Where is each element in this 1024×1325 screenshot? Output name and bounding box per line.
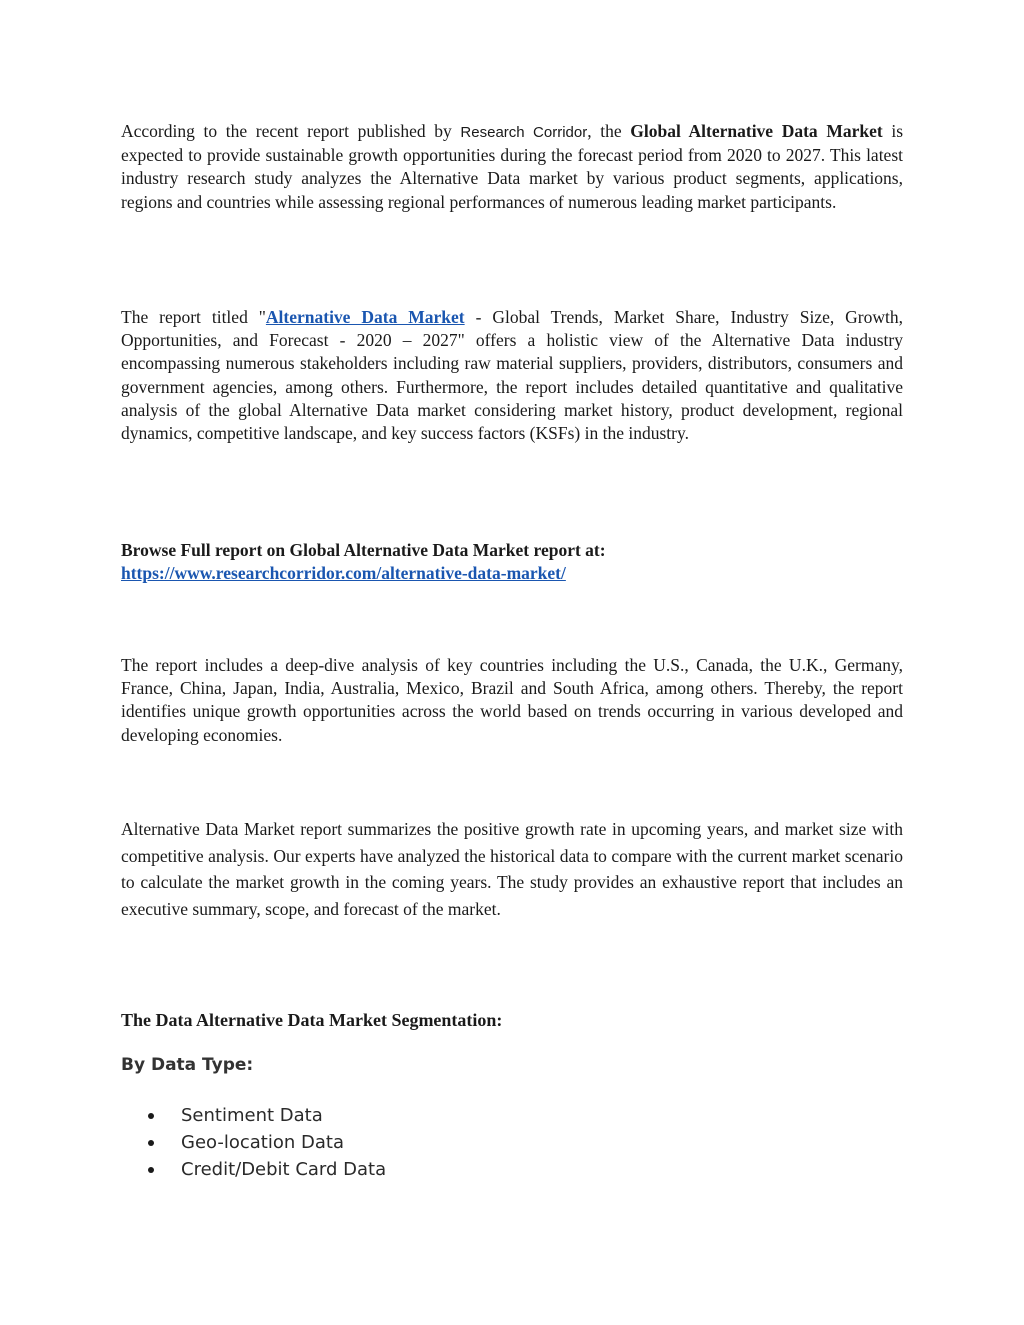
- intro-text-3: is expected to provide sustainable growth opportunities during the forecast period from 2020 to 2027. This latest industry research study analyzes the Alternative Data market by various product segments, applications, regions and countries while assessing regional performances of numerous leading market participants.: [121, 121, 903, 212]
- market-name-bold: Global Alternative Data Market: [630, 121, 883, 141]
- report-text-2: - Global Trends, Market Share, Industry Size, Growth, Opportunities, and Forecast - 2020 – 2027" offers a holistic view of the Alternative Data industry encompassing numerous stakeholders including raw material suppliers, providers, distributors, consumers and government agencies, among others. Furthermore, the report includes detailed quantitative and qualitative analysis of the global Alternative Data market considering market history, product development, regional dynamics, competitive landscape, and key success factors (KSFs) in the industry.: [121, 307, 903, 444]
- browse-heading: Browse Full report on Global Alternative Data Market report at:: [121, 540, 606, 560]
- intro-paragraph: [121, 120, 903, 214]
- intro-text-2: , the: [587, 121, 631, 141]
- intro-text-1: According to the recent report published by: [121, 121, 461, 141]
- list-item-label: Credit/Debit Card Data: [181, 1159, 387, 1180]
- summary-paragraph: Alternative Data Market report summarizes the positive growth rate in upcoming years, and market size with competitive analysis. Our experts have analyzed the historical data to compare with the current market scenario to calculate the market growth in the coming years. The study provides an exhaustive report that includes an executive summary, scope, and forecast of the market.: [121, 819, 903, 919]
- list-item-label: Geo-location Data: [181, 1132, 344, 1153]
- segmentation-heading: The Data Alternative Data Market Segmentation:: [121, 1010, 503, 1030]
- report-title-link[interactable]: Alternative Data Market: [265, 307, 465, 327]
- bullet-icon: [148, 1113, 154, 1119]
- by-data-type-heading: By Data Type:: [121, 1055, 254, 1075]
- report-text-1: The report titled ": [121, 307, 266, 327]
- bullet-icon: [148, 1167, 154, 1173]
- publisher-name: Research Corridor: [460, 124, 588, 141]
- list-item-label: Sentiment Data: [181, 1105, 323, 1126]
- browse-block: [121, 539, 903, 585]
- bullet-icon: [148, 1140, 154, 1146]
- countries-paragraph: The report includes a deep-dive analysis of key countries including the U.S., Canada, the U.K., Germany, France, China, Japan, India, Australia, Mexico, Brazil and South Africa, among others. Thereby, the report identifies unique growth opportunities across the world based on trends occurring in various developed and developing economies.: [121, 655, 903, 745]
- report-url-link[interactable]: https://www.researchcorridor.com/alternative-data-market/: [121, 563, 566, 584]
- report-title-paragraph: [121, 306, 903, 445]
